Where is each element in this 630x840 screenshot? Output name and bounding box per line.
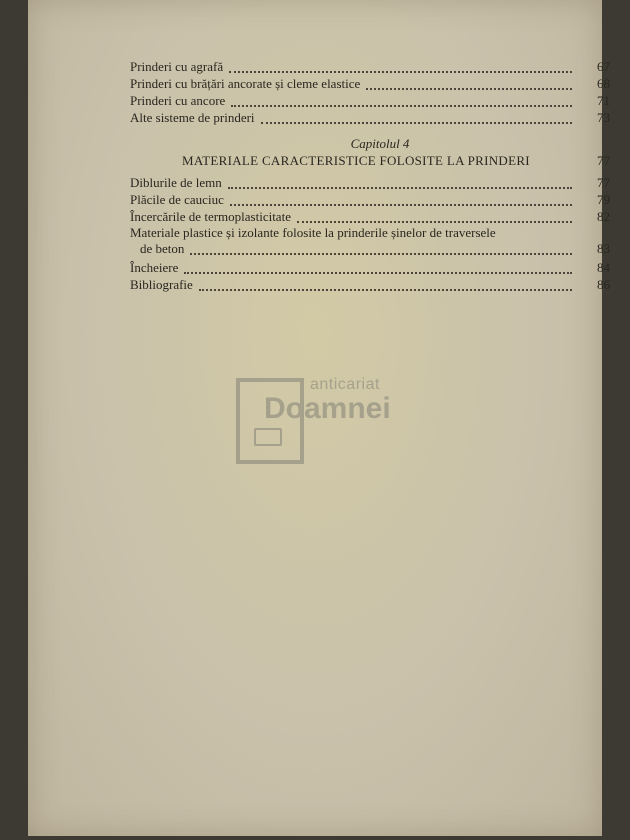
- dot-leader: [184, 262, 572, 274]
- toc-entry-title: Alte sisteme de prinderi: [130, 110, 255, 125]
- dot-leader: [228, 177, 572, 189]
- book-page: [28, 0, 610, 836]
- toc-entry-page: 79: [597, 192, 610, 207]
- toc-entry: [130, 58, 610, 75]
- dot-leader: [261, 112, 572, 124]
- toc-entry-title: Bibliografie: [130, 277, 193, 292]
- watermark-small-text: anticariat: [310, 376, 380, 393]
- toc-entry-page: 82: [597, 209, 610, 224]
- dot-leader: [297, 211, 572, 223]
- toc-entry-title: Prinderi cu agrafă: [130, 59, 224, 74]
- toc-entry-page: 71: [597, 93, 610, 108]
- chapter-title: MATERIALE CARACTERISTICE FOLOSITE LA PRINDERI: [182, 153, 530, 168]
- dot-leader: [199, 279, 572, 291]
- toc-entry-page: 68: [597, 76, 610, 91]
- toc-entry-title: Încercările de termoplasticitate: [130, 209, 291, 224]
- toc-entry-page: 86: [597, 277, 610, 292]
- toc-entry: [130, 92, 610, 109]
- toc-entry-page: 67: [597, 59, 610, 74]
- toc-entry: [130, 174, 610, 191]
- chapter-page: 77: [597, 153, 610, 168]
- toc-entry-title: Prinderi cu brățări ancorate și cleme elastice: [130, 76, 361, 91]
- toc-entry-title-line2: de beton: [140, 241, 185, 256]
- dot-leader: [366, 78, 572, 90]
- toc-entry-title: Diblurile de lemn: [130, 175, 222, 190]
- toc-entry: [130, 75, 610, 92]
- dot-leader: [229, 61, 572, 73]
- toc-entry: [130, 208, 610, 225]
- chapter-heading: [130, 152, 610, 170]
- dot-leader: [230, 194, 572, 206]
- toc-entry-title: Încheiere: [130, 260, 179, 275]
- toc-entry-page: 77: [597, 175, 610, 190]
- toc-entry-page: 83: [597, 241, 610, 256]
- dot-leader: [231, 95, 572, 107]
- toc-entry: [130, 259, 610, 276]
- watermark-frame-icon: [236, 378, 304, 464]
- toc-entry: [130, 276, 610, 293]
- toc-entry: [130, 109, 610, 126]
- watermark-big-text: Doamnei: [264, 392, 391, 425]
- table-of-contents: [130, 58, 610, 293]
- watermark-logo: [236, 350, 476, 460]
- toc-entry-page: 84: [597, 260, 610, 275]
- toc-entry-title: Plăcile de cauciuc: [130, 192, 224, 207]
- chapter-label: Capitolul 4: [350, 136, 410, 151]
- toc-entry-title-line1: Materiale plastice și izolante folosite la prinderile șinelor de traversele: [130, 225, 496, 240]
- dot-leader: [190, 244, 572, 255]
- book-stack-icon: [254, 428, 282, 446]
- toc-entry-title-line2-row: [130, 241, 610, 257]
- toc-entry-title: Prinderi cu ancore: [130, 93, 226, 108]
- toc-entry-page: 73: [597, 110, 610, 125]
- toc-entry-multiline: [130, 225, 610, 259]
- toc-entry: [130, 191, 610, 208]
